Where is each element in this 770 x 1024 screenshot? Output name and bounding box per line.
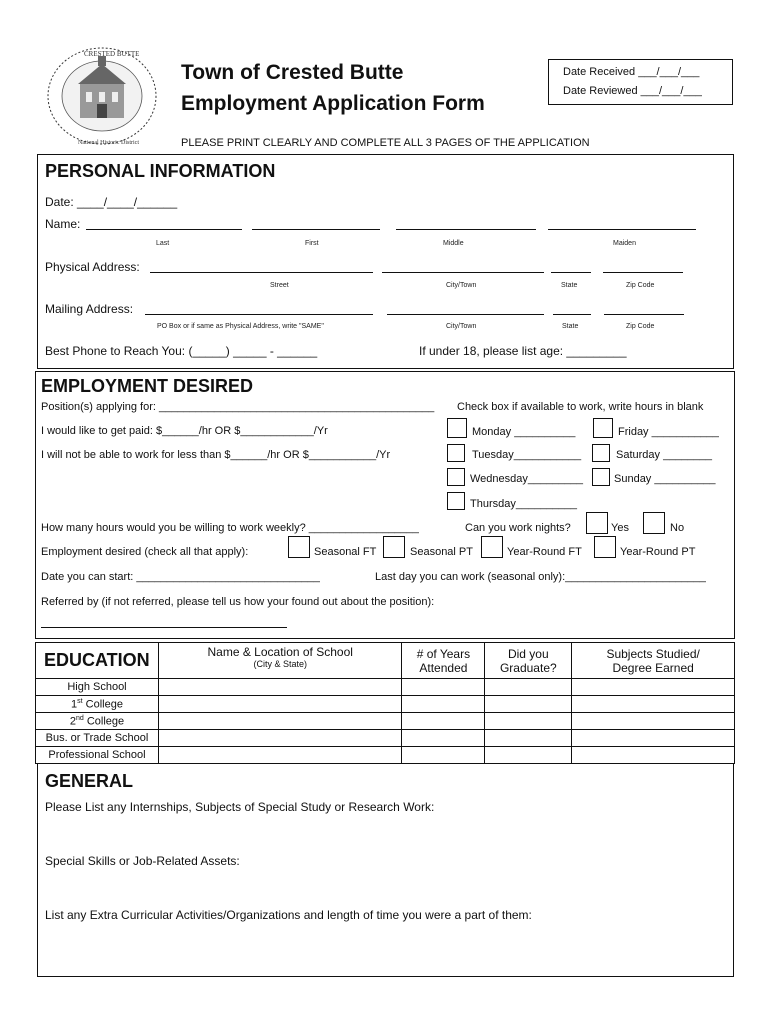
years-cell[interactable] bbox=[402, 713, 485, 730]
street-sublabel: Street bbox=[270, 282, 289, 289]
graduate-cell[interactable] bbox=[485, 730, 572, 747]
monday-hours[interactable]: Monday __________ bbox=[472, 426, 576, 438]
date-reviewed: Date Reviewed ___/___/___ bbox=[563, 85, 702, 97]
first-sublabel: First bbox=[305, 240, 319, 247]
nights-yes-checkbox[interactable] bbox=[586, 512, 608, 534]
mailing-street-sublabel: PO Box or if same as Physical Address, write "SAME" bbox=[157, 323, 324, 330]
physical-city-line[interactable] bbox=[382, 272, 544, 273]
table-row bbox=[36, 730, 735, 747]
middle-name-line[interactable] bbox=[396, 229, 536, 230]
nights-label: Can you work nights? bbox=[465, 522, 571, 534]
year-round-ft-checkbox[interactable] bbox=[481, 536, 503, 558]
employment-type-label: Employment desired (check all that apply): bbox=[41, 546, 249, 558]
tuesday-hours[interactable]: Tuesday___________ bbox=[472, 449, 582, 461]
saturday-checkbox[interactable] bbox=[592, 444, 610, 462]
wednesday-hours[interactable]: Wednesday_________ bbox=[470, 473, 583, 485]
school-cell[interactable] bbox=[158, 747, 401, 764]
mailing-city-line[interactable] bbox=[387, 314, 544, 315]
name-label: Name: bbox=[45, 217, 81, 231]
date-field[interactable]: Date: ____/____/______ bbox=[45, 195, 178, 209]
graduate-cell[interactable] bbox=[485, 713, 572, 730]
school-cell[interactable] bbox=[158, 696, 401, 713]
physical-street-line[interactable] bbox=[150, 272, 373, 273]
personal-information-section bbox=[37, 154, 734, 369]
general-section-title: GENERAL bbox=[45, 771, 134, 791]
subjects-cell[interactable] bbox=[572, 713, 735, 730]
mailing-state-line[interactable] bbox=[553, 314, 591, 315]
mailing-city-sublabel: City/Town bbox=[446, 323, 477, 330]
physical-address-label: Physical Address: bbox=[45, 260, 140, 274]
seasonal-pt-checkbox[interactable] bbox=[383, 536, 405, 558]
date-received: Date Received ___/___/___ bbox=[563, 66, 700, 78]
table-row bbox=[36, 713, 735, 730]
skills-question: Special Skills or Job-Related Assets: bbox=[45, 854, 240, 868]
thursday-hours[interactable]: Thursday__________ bbox=[470, 498, 578, 510]
table-row bbox=[36, 747, 735, 764]
last-sublabel: Last bbox=[156, 240, 170, 247]
tuesday-checkbox[interactable] bbox=[447, 444, 465, 462]
table-row bbox=[36, 696, 735, 713]
school-cell[interactable] bbox=[158, 713, 401, 730]
mailing-zip-sublabel: Zip Code bbox=[626, 323, 655, 330]
general-section bbox=[37, 763, 734, 977]
education-header-row bbox=[36, 643, 735, 679]
subjects-cell[interactable] bbox=[572, 730, 735, 747]
col-school-title: Name & Location of School bbox=[207, 645, 353, 659]
first-name-line[interactable] bbox=[252, 229, 380, 230]
saturday-hours[interactable]: Saturday ________ bbox=[616, 449, 713, 461]
subjects-cell[interactable] bbox=[572, 679, 735, 696]
friday-checkbox[interactable] bbox=[593, 418, 613, 438]
start-date-field[interactable]: Date you can start: ______________________________ bbox=[41, 571, 320, 583]
col-school-header bbox=[158, 643, 401, 679]
years-cell[interactable] bbox=[402, 696, 485, 713]
middle-sublabel: Middle bbox=[443, 240, 464, 247]
col-years-line1: # of Years bbox=[416, 646, 471, 661]
mailing-state-sublabel: State bbox=[562, 323, 579, 330]
col-school-subtitle: (City & State) bbox=[253, 659, 307, 669]
col-grad-line2: Graduate? bbox=[499, 660, 557, 675]
col-graduate-header bbox=[485, 643, 572, 679]
svg-text:National Historic District: National Historic District bbox=[78, 140, 139, 146]
nights-yes-label: Yes bbox=[611, 522, 629, 534]
city-sublabel: City/Town bbox=[446, 282, 477, 289]
office-use-box bbox=[548, 59, 733, 105]
last-day-field[interactable]: Last day you can work (seasonal only):_______________________ bbox=[375, 571, 706, 583]
sunday-hours[interactable]: Sunday __________ bbox=[614, 473, 716, 485]
last-name-line[interactable] bbox=[86, 229, 242, 230]
svg-text:CRESTED BUTTE: CRESTED BUTTE bbox=[84, 50, 140, 58]
desired-pay-field[interactable]: I would like to get paid: $______/hr OR $____________/Yr bbox=[41, 425, 328, 437]
years-cell[interactable] bbox=[402, 747, 485, 764]
table-row bbox=[36, 679, 735, 696]
col-subjects-line2: Degree Earned bbox=[612, 660, 694, 675]
seasonal-ft-label: Seasonal FT bbox=[314, 546, 377, 558]
education-title-text: EDUCATION bbox=[44, 650, 150, 670]
mailing-street-line[interactable] bbox=[145, 314, 373, 315]
col-subjects-header bbox=[572, 643, 735, 679]
mailing-zip-line[interactable] bbox=[604, 314, 684, 315]
years-cell[interactable] bbox=[402, 679, 485, 696]
age-field[interactable]: If under 18, please list age: _________ bbox=[419, 344, 627, 358]
maiden-sublabel: Maiden bbox=[613, 240, 636, 247]
wednesday-checkbox[interactable] bbox=[447, 468, 465, 486]
sunday-checkbox[interactable] bbox=[592, 468, 610, 486]
school-cell[interactable] bbox=[158, 730, 401, 747]
minimum-pay-field[interactable]: I will not be able to work for less than $______/hr OR $___________/Yr bbox=[41, 449, 391, 461]
seasonal-pt-label: Seasonal PT bbox=[410, 546, 473, 558]
year-round-pt-checkbox[interactable] bbox=[594, 536, 616, 558]
thursday-checkbox[interactable] bbox=[447, 492, 465, 510]
weekly-hours-field[interactable]: How many hours would you be willing to work weekly? __________________ bbox=[41, 522, 419, 534]
year-round-ft-label: Year-Round FT bbox=[507, 546, 582, 558]
seasonal-ft-checkbox[interactable] bbox=[288, 536, 310, 558]
monday-checkbox[interactable] bbox=[447, 418, 467, 438]
form-title-line2: Employment Application Form bbox=[181, 92, 485, 115]
education-table bbox=[35, 642, 735, 764]
graduate-cell[interactable] bbox=[485, 696, 572, 713]
nights-no-label: No bbox=[670, 522, 685, 534]
state-sublabel: State bbox=[561, 282, 578, 289]
row-label-professional-school: Professional School bbox=[36, 747, 159, 764]
education-section-title bbox=[36, 643, 159, 679]
availability-note: Check box if available to work, write hours in blank bbox=[457, 401, 704, 413]
col-years-line2: Attended bbox=[419, 660, 468, 675]
row-label-first-college: 1st College bbox=[36, 696, 159, 713]
graduate-cell[interactable] bbox=[485, 747, 572, 764]
print-instruction: PLEASE PRINT CLEARLY AND COMPLETE ALL 3 PAGES OF THE APPLICATION bbox=[181, 137, 590, 149]
positions-field[interactable]: Position(s) applying for: _____________________________________________ bbox=[41, 401, 435, 413]
years-cell[interactable] bbox=[402, 730, 485, 747]
year-round-pt-label: Year-Round PT bbox=[620, 546, 696, 558]
zip-sublabel: Zip Code bbox=[626, 282, 655, 289]
col-subjects-line1: Subjects Studied/ bbox=[606, 646, 700, 661]
mailing-address-label: Mailing Address: bbox=[45, 302, 134, 316]
nights-no-checkbox[interactable] bbox=[643, 512, 665, 534]
physical-zip-line[interactable] bbox=[603, 272, 683, 273]
friday-hours[interactable]: Friday ___________ bbox=[618, 426, 719, 438]
employment-section-title: EMPLOYMENT DESIRED bbox=[41, 376, 254, 396]
form-title-line1: Town of Crested Butte bbox=[181, 61, 404, 84]
referred-by-label: Referred by (if not referred, please tell us how your found out about the position): bbox=[41, 596, 435, 608]
physical-state-line[interactable] bbox=[551, 272, 591, 273]
phone-field[interactable]: Best Phone to Reach You: (_____) _____ - ______ bbox=[45, 344, 318, 358]
personal-section-title: PERSONAL INFORMATION bbox=[45, 161, 276, 181]
row-label-second-college: 2nd College bbox=[36, 713, 159, 730]
subjects-cell[interactable] bbox=[572, 696, 735, 713]
activities-question: List any Extra Curricular Activities/Organizations and length of time you were a part of them: bbox=[45, 908, 532, 922]
row-label-high-school: High School bbox=[36, 679, 159, 696]
referred-by-line[interactable] bbox=[41, 627, 287, 628]
col-years-header bbox=[402, 643, 485, 679]
maiden-name-line[interactable] bbox=[548, 229, 696, 230]
row-label-trade-school: Bus. or Trade School bbox=[36, 730, 159, 747]
subjects-cell[interactable] bbox=[572, 747, 735, 764]
graduate-cell[interactable] bbox=[485, 679, 572, 696]
col-grad-line1: Did you bbox=[507, 646, 549, 661]
internships-question: Please List any Internships, Subjects of Special Study or Research Work: bbox=[45, 800, 435, 814]
school-cell[interactable] bbox=[158, 679, 401, 696]
town-seal bbox=[44, 44, 160, 148]
